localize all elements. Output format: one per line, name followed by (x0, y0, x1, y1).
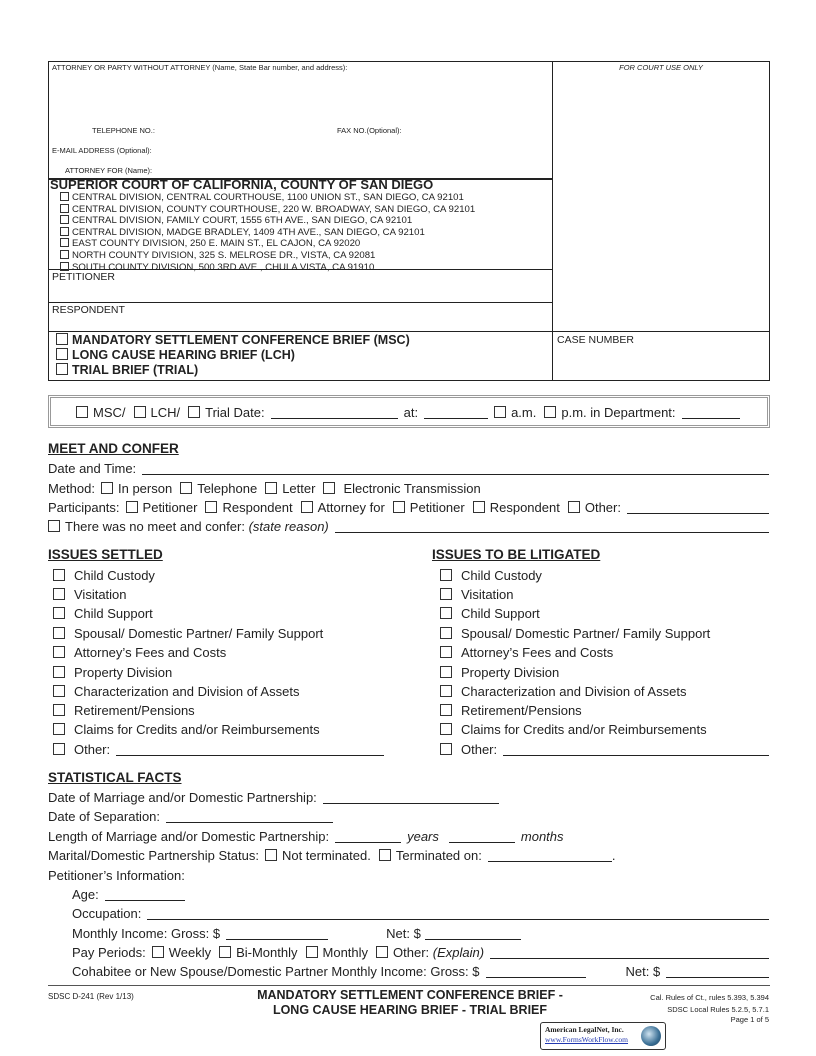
issues-litigated-heading: ISSUES TO BE LITIGATED (432, 547, 601, 562)
marriage-date-label: Date of Marriage and/or Domestic Partnership: (48, 789, 317, 805)
letter-label: Letter (282, 480, 316, 496)
years-label: years (407, 828, 439, 844)
state-reason-label: (state reason) (248, 518, 329, 534)
telephone-label: Telephone (197, 480, 258, 496)
brief-type-list (56, 333, 410, 378)
issue-checkbox[interactable] (440, 646, 452, 658)
bimonthly-label: Bi-Monthly (236, 944, 298, 960)
issue-item-litigated (440, 624, 710, 642)
weekly-checkbox[interactable] (152, 946, 164, 958)
participant-petitioner-checkbox[interactable] (126, 501, 138, 513)
participant-other-label: Other: (584, 499, 621, 515)
terminated-on-field[interactable] (488, 849, 612, 862)
division-checkbox[interactable] (60, 262, 69, 271)
attorney-label: ATTORNEY OR PARTY WITHOUT ATTORNEY (Name, State Bar number, and address): (52, 63, 348, 72)
cohabitee-net-field[interactable] (666, 965, 769, 978)
lch-checkbox[interactable] (134, 406, 146, 418)
issue-label: Child Support (461, 605, 540, 621)
pay-other-checkbox[interactable] (376, 946, 388, 958)
terminated-checkbox[interactable] (379, 849, 391, 861)
court-title: SUPERIOR COURT OF CALIFORNIA, COUNTY OF SAN DIEGO (50, 177, 434, 192)
pay-other-label: Other: (393, 944, 430, 960)
attorney-for-checkbox[interactable] (301, 501, 313, 513)
brief-type-label: MANDATORY SETTLEMENT CONFERENCE BRIEF (MSC) (72, 333, 410, 347)
participant-petitioner-label: Petitioner (142, 499, 198, 515)
issues-settled-heading: ISSUES SETTLED (48, 547, 163, 562)
separation-date-label: Date of Separation: (48, 808, 161, 824)
issue-checkbox[interactable] (440, 685, 452, 697)
issue-checkbox[interactable] (53, 743, 65, 755)
issue-checkbox[interactable] (440, 627, 452, 639)
am-label: a.m. (511, 404, 537, 420)
issue-label: Characterization and Division of Assets (74, 683, 300, 699)
issue-label: Child Custody (461, 567, 542, 583)
issue-item-settled (53, 720, 320, 738)
am-checkbox[interactable] (494, 406, 506, 418)
logo-globe-icon (641, 1026, 661, 1046)
issue-checkbox[interactable] (53, 627, 65, 639)
age-label: Age: (72, 886, 99, 902)
issue-label: Claims for Credits and/or Reimbursements (74, 721, 320, 737)
logo-url[interactable]: www.FormsWorkFlow.com (545, 1035, 629, 1044)
issue-item-settled (53, 566, 155, 584)
division-checkbox[interactable] (60, 215, 69, 224)
email-label: E-MAIL ADDRESS (Optional): (52, 146, 152, 155)
attorney-respondent-checkbox[interactable] (473, 501, 485, 513)
separation-date-field[interactable] (166, 810, 333, 823)
division-checkbox[interactable] (60, 192, 69, 201)
form-id: SDSC D-241 (Rev 1/13) (48, 992, 134, 1001)
division-label: CENTRAL DIVISION, CENTRAL COURTHOUSE, 1100 UNION ST., SAN DIEGO, CA 92101 (72, 192, 464, 203)
issue-item-settled (53, 643, 226, 661)
electronic-label: Electronic Transmission (343, 480, 481, 496)
occupation-label: Occupation: (72, 905, 142, 921)
issue-item-litigated (440, 682, 686, 700)
petitioner-info-label: Petitioner’s Information: (48, 867, 185, 883)
net-income-field[interactable] (425, 927, 521, 940)
issue-checkbox[interactable] (53, 723, 65, 735)
division-option (60, 262, 475, 274)
division-checkbox[interactable] (60, 250, 69, 259)
issue-checkbox[interactable] (440, 569, 452, 581)
length-label: Length of Marriage and/or Domestic Partnership: (48, 828, 330, 844)
issue-checkbox[interactable] (440, 743, 452, 755)
participant-other-checkbox[interactable] (568, 501, 580, 513)
court-use-label: FOR COURT USE ONLY (619, 63, 703, 72)
division-label: CENTRAL DIVISION, COUNTY COURTHOUSE, 220 W. BROADWAY, SAN DIEGO, CA 92101 (72, 203, 476, 215)
division-label: SOUTH COUNTY DIVISION, 500 3RD AVE., CHULA VISTA, CA 91910 (72, 261, 375, 273)
page-number: Page 1 of 5 (730, 1015, 769, 1024)
division-checkbox[interactable] (60, 227, 69, 236)
division-option (60, 192, 475, 204)
local-rules: SDSC Local Rules 5.2.5, 5.7.1 (667, 1005, 769, 1014)
issue-item-settled (53, 604, 153, 622)
gross-income-label: Monthly Income: Gross: $ (72, 925, 221, 941)
division-label: CENTRAL DIVISION, FAMILY COURT, 1555 6TH AVE., SAN DIEGO, CA 92101 (72, 215, 413, 227)
participant-other-field[interactable] (627, 501, 769, 514)
footer-rules (650, 992, 769, 1024)
petitioner-label: PETITIONER (52, 271, 116, 283)
pm-label: p.m. in Department: (561, 404, 676, 420)
issue-checkbox[interactable] (440, 723, 452, 735)
issue-other-field[interactable] (116, 743, 384, 756)
bimonthly-checkbox[interactable] (219, 946, 231, 958)
issue-item-litigated (440, 701, 582, 719)
explain-label: (Explain) (432, 944, 485, 960)
attorney-for-label: ATTORNEY FOR (Name): (65, 166, 153, 175)
time-field[interactable] (424, 406, 488, 419)
participant-respondent-label: Respondent (222, 499, 293, 515)
marriage-date-field[interactable] (323, 791, 499, 804)
issue-item-litigated (440, 585, 514, 603)
status-label: Marital/Domestic Partnership Status: (48, 847, 259, 863)
issue-checkbox[interactable] (440, 704, 452, 716)
issue-label: Visitation (74, 586, 127, 602)
issue-item-litigated (440, 663, 559, 681)
issue-label: Retirement/Pensions (461, 702, 582, 718)
msc-label: MSC/ (93, 404, 126, 420)
msc-checkbox[interactable] (76, 406, 88, 418)
brief-type-option (56, 333, 410, 348)
cohabitee-gross-label: Cohabitee or New Spouse/Domestic Partner Monthly Income: Gross: $ (72, 963, 480, 979)
issue-checkbox[interactable] (440, 666, 452, 678)
brief-type-label: TRIAL BRIEF (TRIAL) (72, 363, 199, 377)
at-label: at: (403, 404, 419, 420)
issue-label: Characterization and Division of Assets (461, 683, 687, 699)
issue-checkbox[interactable] (440, 607, 452, 619)
issue-label: Spousal/ Domestic Partner/ Family Support (461, 625, 711, 641)
no-meet-checkbox[interactable] (48, 520, 60, 532)
issue-checkbox[interactable] (53, 646, 65, 658)
issue-item-settled (53, 740, 384, 758)
months-label: months (520, 828, 564, 844)
terminated-on-label: Terminated on: (395, 847, 482, 863)
no-meet-label: There was no meet and confer: (65, 518, 245, 534)
brief-type-option (56, 348, 410, 363)
footer-title (200, 988, 620, 1018)
letter-checkbox[interactable] (265, 482, 277, 494)
issue-checkbox[interactable] (53, 569, 65, 581)
division-option (60, 250, 475, 262)
respondent-label: RESPONDENT (52, 304, 125, 316)
division-option (60, 204, 475, 216)
department-field[interactable] (682, 406, 740, 419)
division-list (60, 192, 475, 273)
issue-item-settled (53, 585, 127, 603)
case-number-label: CASE NUMBER (557, 334, 635, 346)
telephone-label: TELEPHONE NO.: (92, 126, 155, 135)
gross-income-field[interactable] (226, 927, 328, 940)
in-person-checkbox[interactable] (101, 482, 113, 494)
trial-checkbox[interactable] (188, 406, 200, 418)
fax-label: FAX NO.(Optional): (337, 126, 402, 135)
issue-other-field[interactable] (503, 743, 769, 756)
method-label: Method: (48, 480, 95, 496)
issue-checkbox[interactable] (53, 607, 65, 619)
months-field[interactable] (449, 830, 515, 843)
participant-respondent-checkbox[interactable] (205, 501, 217, 513)
issue-item-settled (53, 663, 172, 681)
issue-label: Other: (74, 741, 111, 757)
issue-label: Attorney’s Fees and Costs (461, 644, 614, 660)
monthly-label: Monthly (322, 944, 369, 960)
issue-checkbox[interactable] (53, 666, 65, 678)
statistical-facts-heading: STATISTICAL FACTS (48, 770, 182, 785)
attorney-petitioner-checkbox[interactable] (393, 501, 405, 513)
attorney-for-label: Attorney for (317, 499, 385, 515)
issue-label: Property Division (461, 664, 560, 680)
brief-type-checkbox[interactable] (56, 333, 68, 345)
division-label: EAST COUNTY DIVISION, 250 E. MAIN ST., EL CAJON, CA 92020 (72, 238, 361, 250)
telephone-checkbox[interactable] (180, 482, 192, 494)
issue-label: Spousal/ Domestic Partner/ Family Support (74, 625, 324, 641)
issue-label: Attorney’s Fees and Costs (74, 644, 227, 660)
issue-label: Other: (461, 741, 498, 757)
occupation-field[interactable] (147, 907, 769, 920)
issue-item-litigated (440, 566, 542, 584)
brief-type-label: LONG CAUSE HEARING BRIEF (LCH) (72, 348, 295, 362)
issue-item-settled (53, 682, 299, 700)
division-checkbox[interactable] (60, 238, 69, 247)
division-label: NORTH COUNTY DIVISION, 325 S. MELROSE DR., VISTA, CA 92081 (72, 249, 376, 261)
age-field[interactable] (105, 888, 185, 901)
trial-date-field[interactable] (271, 406, 398, 419)
brief-type-checkbox[interactable] (56, 363, 68, 375)
pay-other-field[interactable] (490, 946, 769, 959)
pm-checkbox[interactable] (544, 406, 556, 418)
issue-label: Property Division (74, 664, 173, 680)
issue-label: Visitation (461, 586, 514, 602)
issue-item-settled (53, 701, 195, 719)
participants-label: Participants: (48, 499, 120, 515)
cohabitee-net-label: Net: $ (625, 963, 661, 979)
footer-title-line2: LONG CAUSE HEARING BRIEF - TRIAL BRIEF (272, 1003, 548, 1017)
years-field[interactable] (335, 830, 401, 843)
pay-periods-label: Pay Periods: (72, 944, 146, 960)
division-option (60, 238, 475, 250)
date-time-label: Date and Time: (48, 460, 137, 476)
no-meet-reason-field[interactable] (335, 520, 769, 533)
issue-label: Child Support (74, 605, 153, 621)
in-person-label: In person (117, 480, 173, 496)
american-legalnet-logo (540, 1022, 666, 1050)
attorney-respondent-label: Respondent (489, 499, 560, 515)
issue-item-litigated (440, 740, 769, 758)
not-terminated-checkbox[interactable] (265, 849, 277, 861)
issue-checkbox[interactable] (53, 685, 65, 697)
cohabitee-gross-field[interactable] (486, 965, 586, 978)
issue-label: Child Custody (74, 567, 155, 583)
not-terminated-label: Not terminated. (281, 847, 371, 863)
issue-label: Claims for Credits and/or Reimbursements (461, 721, 707, 737)
issue-checkbox[interactable] (440, 588, 452, 600)
issue-item-litigated (440, 604, 540, 622)
issue-checkbox[interactable] (53, 588, 65, 600)
issue-item-litigated (440, 720, 707, 738)
brief-type-option (56, 363, 410, 378)
cal-rules: Cal. Rules of Ct., rules 5.393, 5.394 (650, 993, 769, 1002)
division-option (60, 227, 475, 239)
issue-item-litigated (440, 643, 613, 661)
weekly-label: Weekly (168, 944, 212, 960)
electronic-checkbox[interactable] (323, 482, 335, 494)
footer-title-line1: MANDATORY SETTLEMENT CONFERENCE BRIEF - (257, 988, 563, 1002)
trial-date-label: Trial Date: (205, 404, 265, 420)
lch-label: LCH/ (150, 404, 181, 420)
issue-checkbox[interactable] (53, 704, 65, 716)
attorney-petitioner-label: Petitioner (409, 499, 465, 515)
logo-company: American LegalNet, Inc. (545, 1025, 624, 1034)
net-income-label: Net: $ (386, 925, 421, 941)
meet-confer-heading: MEET AND CONFER (48, 441, 179, 456)
date-time-field[interactable] (142, 462, 769, 475)
issue-label: Retirement/Pensions (74, 702, 195, 718)
issue-item-settled (53, 624, 323, 642)
division-option (60, 215, 475, 227)
division-label: CENTRAL DIVISION, MADGE BRADLEY, 1409 4TH AVE., SAN DIEGO, CA 92101 (72, 226, 425, 238)
monthly-checkbox[interactable] (306, 946, 318, 958)
brief-type-checkbox[interactable] (56, 348, 68, 360)
division-checkbox[interactable] (60, 204, 69, 213)
